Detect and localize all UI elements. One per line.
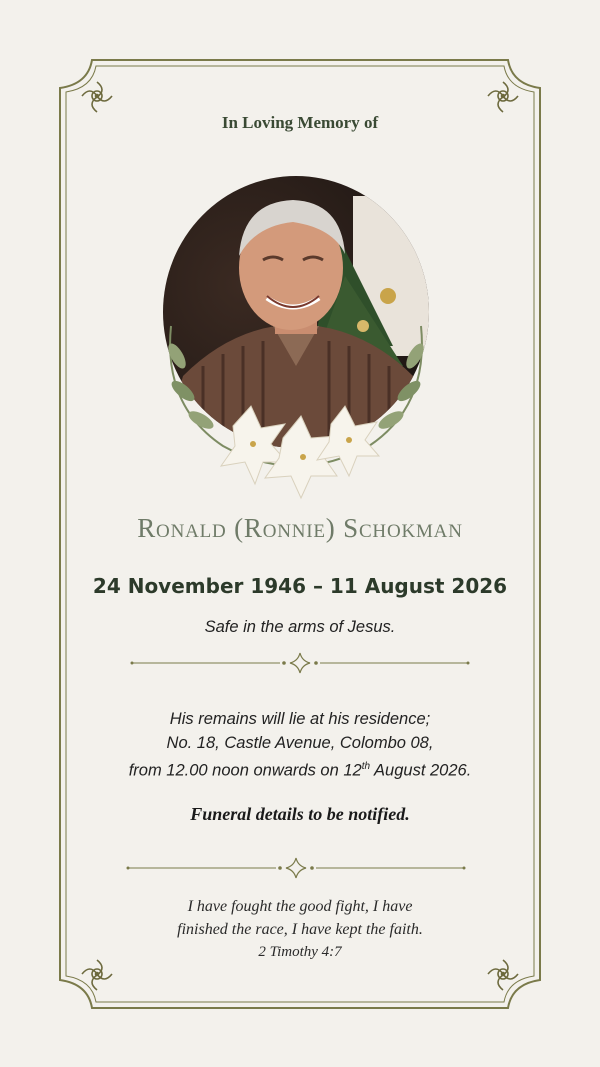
- residence-details: [0, 707, 600, 783]
- divider-ornament-icon: [130, 652, 470, 674]
- verse-line-2: finished the race, I have kept the faith.: [177, 920, 423, 938]
- life-dates: 24 November 1946 – 11 August 2026: [92, 574, 508, 598]
- memorial-heading: In Loving Memory of: [221, 113, 379, 132]
- verse-line-1: I have fought the good fight, I have: [187, 898, 413, 915]
- divider-ornament-icon: [126, 857, 466, 879]
- deceased-name: Ronald (Ronnie) Schokman: [137, 513, 463, 543]
- portrait-photo: [163, 176, 429, 502]
- tagline: Safe in the arms of Jesus.: [204, 618, 396, 636]
- residence-line-3: from 12.00 noon onwards on 12th August 2026.: [128, 761, 472, 780]
- verse-reference: 2 Timothy 4:7: [258, 944, 342, 960]
- residence-line-1: His remains will lie at his residence;: [169, 710, 431, 728]
- scripture-verse: [0, 896, 600, 964]
- funeral-notice: Funeral details to be notified.: [190, 804, 410, 824]
- residence-line-2: No. 18, Castle Avenue, Colombo 08,: [166, 734, 434, 752]
